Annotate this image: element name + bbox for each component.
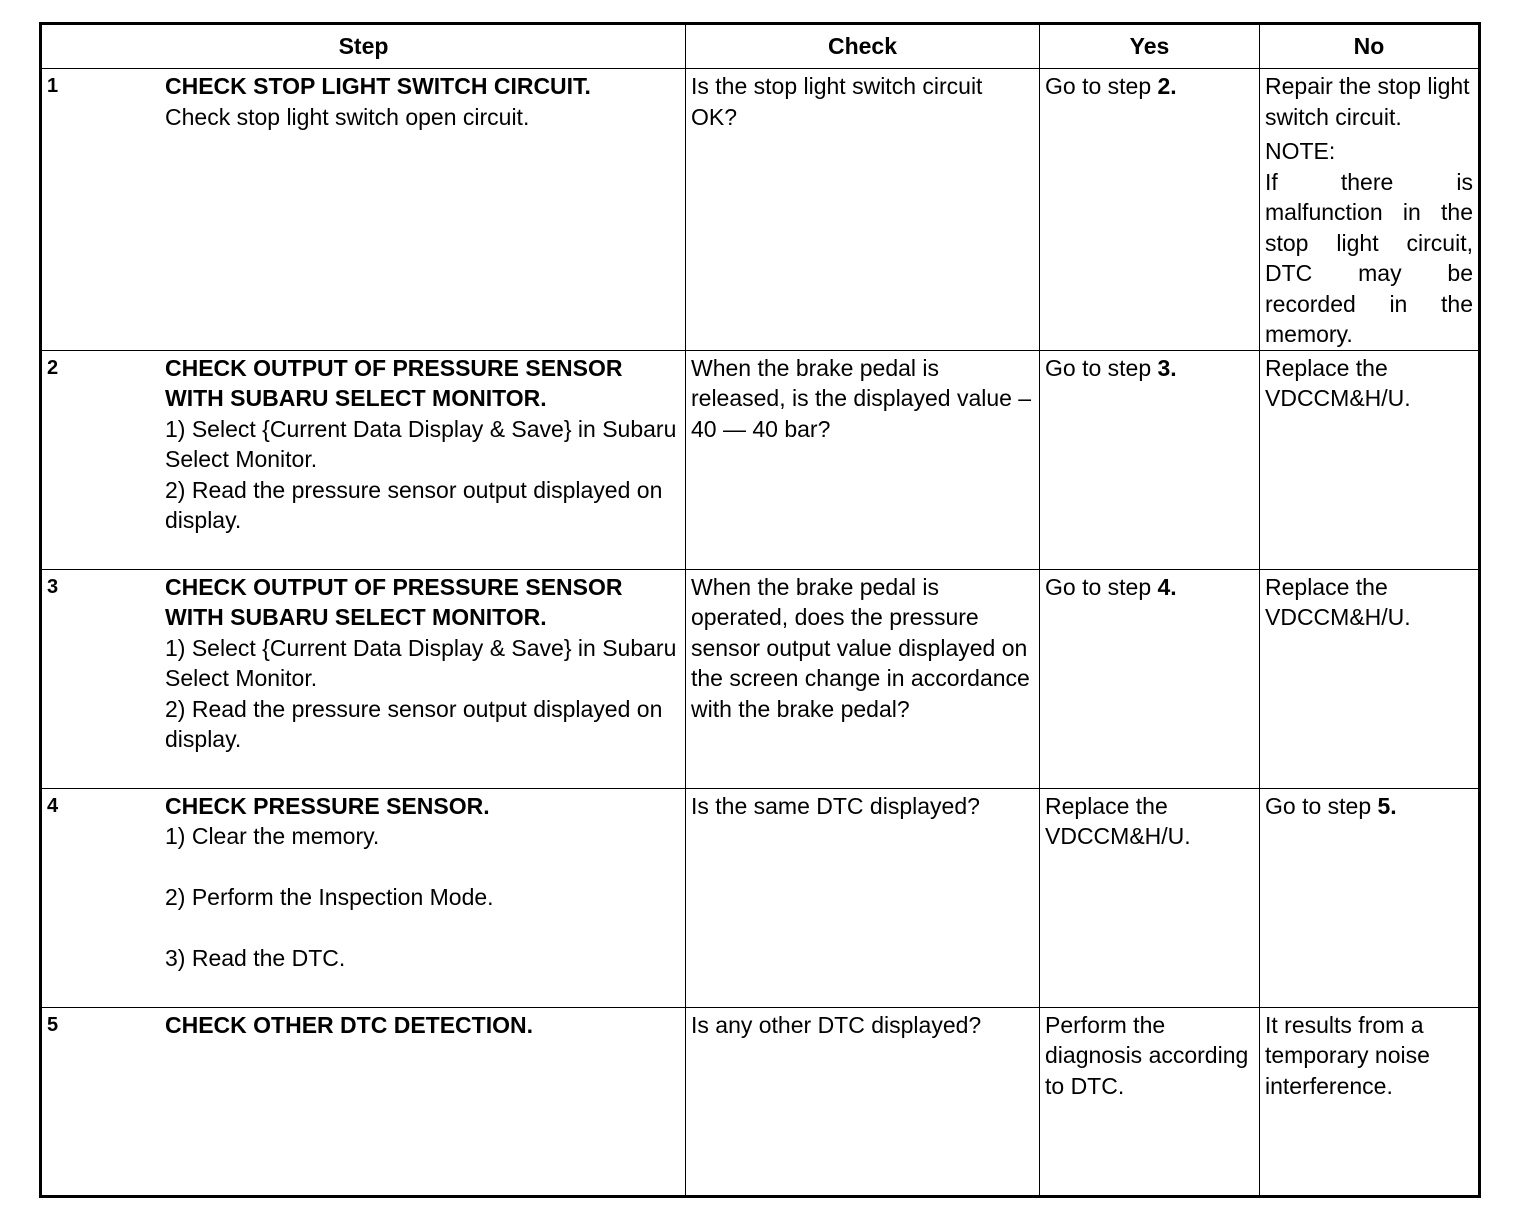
step-instruction: 1) Select {Current Data Display & Save} in Subaru Select Monitor. bbox=[165, 634, 677, 691]
step-instruction: 1) Clear the memory. bbox=[165, 823, 380, 849]
step-title: CHECK OUTPUT OF PRESSURE SENSOR WITH SUBARU SELECT MONITOR. bbox=[165, 354, 623, 411]
step-title: CHECK STOP LIGHT SWITCH CIRCUIT. bbox=[165, 73, 591, 99]
step-number: 5 bbox=[47, 1013, 59, 1036]
check-question: Is any other DTC displayed? bbox=[691, 1011, 982, 1038]
yes-cell bbox=[1040, 1007, 1260, 1196]
step-number: 3 bbox=[47, 575, 59, 598]
check-question: Is the same DTC displayed? bbox=[691, 792, 980, 819]
no-action: Repair the stop light switch circuit. bbox=[1265, 73, 1470, 130]
note-text: If there is malfunction in the stop light circuit, DTC may be recorded in the memory. bbox=[1265, 168, 1473, 347]
yes-step-ref: 2. bbox=[1157, 73, 1177, 99]
check-cell bbox=[686, 350, 1040, 569]
step-title: CHECK OTHER DTC DETECTION. bbox=[165, 1011, 533, 1038]
no-action: It results from a temporary noise interference. bbox=[1265, 1011, 1430, 1099]
step-number: 1 bbox=[47, 75, 59, 97]
step-instruction: 2) Read the pressure sensor output displayed on display. bbox=[165, 695, 663, 752]
step-title: CHECK PRESSURE SENSOR. bbox=[165, 792, 490, 819]
table-header-row bbox=[41, 24, 1480, 69]
step-instruction: 3) Read the DTC. bbox=[165, 945, 346, 971]
diagnostic-procedure-table bbox=[39, 22, 1481, 1198]
check-cell bbox=[686, 69, 1040, 351]
table-row bbox=[41, 1007, 1480, 1196]
check-cell bbox=[686, 1007, 1040, 1196]
header-yes: Yes bbox=[1040, 24, 1260, 69]
step-cell bbox=[41, 69, 686, 351]
step-cell bbox=[41, 1007, 686, 1196]
table-row bbox=[41, 350, 1480, 569]
spacer bbox=[165, 852, 680, 883]
note-label: NOTE: bbox=[1265, 138, 1336, 164]
step-cell bbox=[41, 350, 686, 569]
yes-step-ref: 3. bbox=[1157, 354, 1177, 381]
yes-action: Perform the diagnosis according to DTC. bbox=[1045, 1011, 1249, 1099]
no-cell bbox=[1260, 350, 1480, 569]
check-cell bbox=[686, 569, 1040, 788]
no-action: Replace the VDCCM&H/U. bbox=[1265, 354, 1411, 411]
table-row bbox=[41, 569, 1480, 788]
header-no: No bbox=[1260, 24, 1480, 69]
step-cell bbox=[41, 788, 686, 1007]
yes-cell bbox=[1040, 350, 1260, 569]
check-question: Is the stop light switch circuit OK? bbox=[691, 73, 983, 130]
step-number: 2 bbox=[47, 356, 59, 379]
no-action-prefix: Go to step bbox=[1265, 792, 1378, 819]
yes-action-prefix: Go to step bbox=[1045, 573, 1158, 600]
step-instruction: Check stop light switch open circuit. bbox=[165, 103, 530, 130]
step-instruction: 2) Read the pressure sensor output displayed on display. bbox=[165, 476, 663, 533]
yes-cell bbox=[1040, 569, 1260, 788]
yes-cell bbox=[1040, 788, 1260, 1007]
spacer bbox=[165, 913, 680, 944]
yes-cell bbox=[1040, 69, 1260, 351]
no-cell bbox=[1260, 1007, 1480, 1196]
yes-action: Replace the VDCCM&H/U. bbox=[1045, 792, 1191, 849]
check-question: When the brake pedal is operated, does the pressure sensor output value displayed on the screen change in accordance with the brake pedal? bbox=[691, 573, 1030, 722]
header-step: Step bbox=[41, 24, 686, 69]
step-number: 4 bbox=[47, 794, 59, 817]
check-cell bbox=[686, 788, 1040, 1007]
no-cell bbox=[1260, 788, 1480, 1007]
table-row bbox=[41, 788, 1480, 1007]
yes-action-prefix: Go to step bbox=[1045, 73, 1158, 99]
no-cell bbox=[1260, 69, 1480, 351]
yes-action-prefix: Go to step bbox=[1045, 354, 1158, 381]
step-title: CHECK OUTPUT OF PRESSURE SENSOR WITH SUBARU SELECT MONITOR. bbox=[165, 573, 623, 630]
header-check: Check bbox=[686, 24, 1040, 69]
yes-step-ref: 4. bbox=[1157, 573, 1177, 600]
step-cell bbox=[41, 569, 686, 788]
step-instruction: 2) Perform the Inspection Mode. bbox=[165, 884, 494, 910]
table-row bbox=[41, 69, 1480, 351]
no-action: Replace the VDCCM&H/U. bbox=[1265, 573, 1411, 630]
check-question: When the brake pedal is released, is the displayed value –40 — 40 bar? bbox=[691, 354, 1032, 442]
step-instruction: 1) Select {Current Data Display & Save} in Subaru Select Monitor. bbox=[165, 415, 677, 472]
no-cell bbox=[1260, 569, 1480, 788]
no-step-ref: 5. bbox=[1377, 792, 1397, 819]
